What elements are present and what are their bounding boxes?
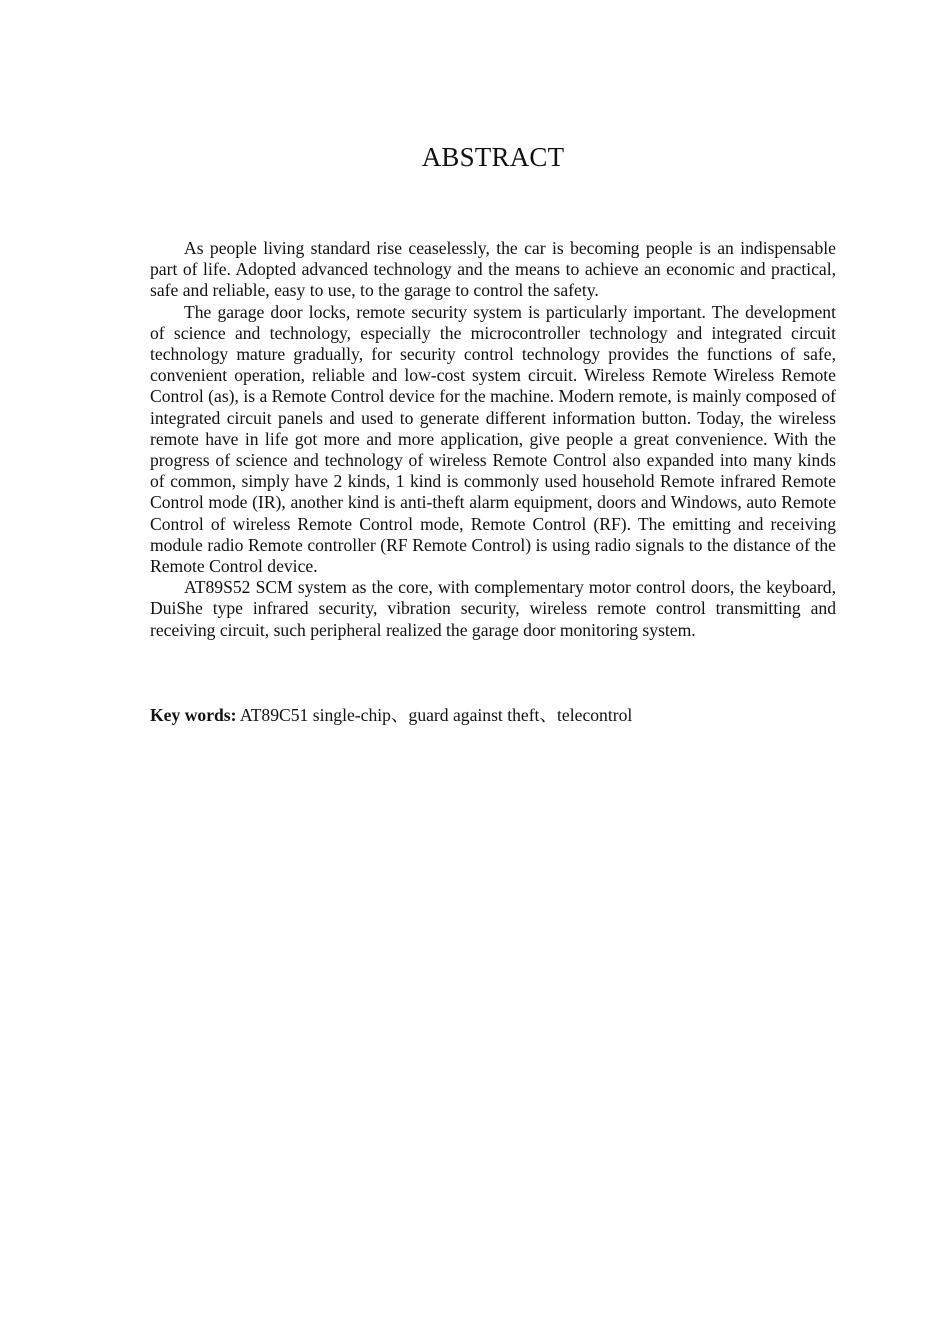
abstract-paragraph-1: As people living standard rise ceaselessly, the car is becoming people is an indispensable part of life. Adopted advanced technology and the means to achieve an economic and practical, safe and reliable, easy to use, to the garage to control the safety. xyxy=(150,238,836,301)
abstract-title: ABSTRACT xyxy=(421,142,565,172)
keywords-text: AT89C51 single-chip、guard against theft、telecontrol xyxy=(236,705,633,725)
abstract-paragraph-3: AT89S52 SCM system as the core, with complementary motor control doors, the keyboard, DuiShe type infrared security, vibration security, wireless remote control transmitting and receiving circuit, such peripheral realized the garage door monitoring system. xyxy=(150,577,836,640)
keywords-label: Key words: xyxy=(150,705,237,725)
keywords-line xyxy=(150,705,836,726)
abstract-paragraph-2: The garage door locks, remote security system is particularly important. The development of science and technology, especially the microcontroller technology and integrated circuit technology mature gradually, for security control technology provides the functions of safe, convenient operation, reliable and low-cost system circuit. Wireless Remote Wireless Remote Control (as), is a Remote Control device for the machine. Modern remote, is mainly composed of integrated circuit panels and used to generate different information button. Today, the wireless remote have in life got more and more application, give people a great convenience. With the progress of science and technology of wireless Remote Control also expanded into many kinds of common, simply have 2 kinds, 1 kind is commonly used household Remote infrared Remote Control mode (IR), another kind is anti-theft alarm equipment, doors and Windows, auto Remote Control of wireless Remote Control mode, Remote Control (RF). The emitting and receiving module radio Remote controller (RF Remote Control) is using radio signals to the distance of the Remote Control device. xyxy=(150,301,836,577)
abstract-body xyxy=(150,238,836,641)
